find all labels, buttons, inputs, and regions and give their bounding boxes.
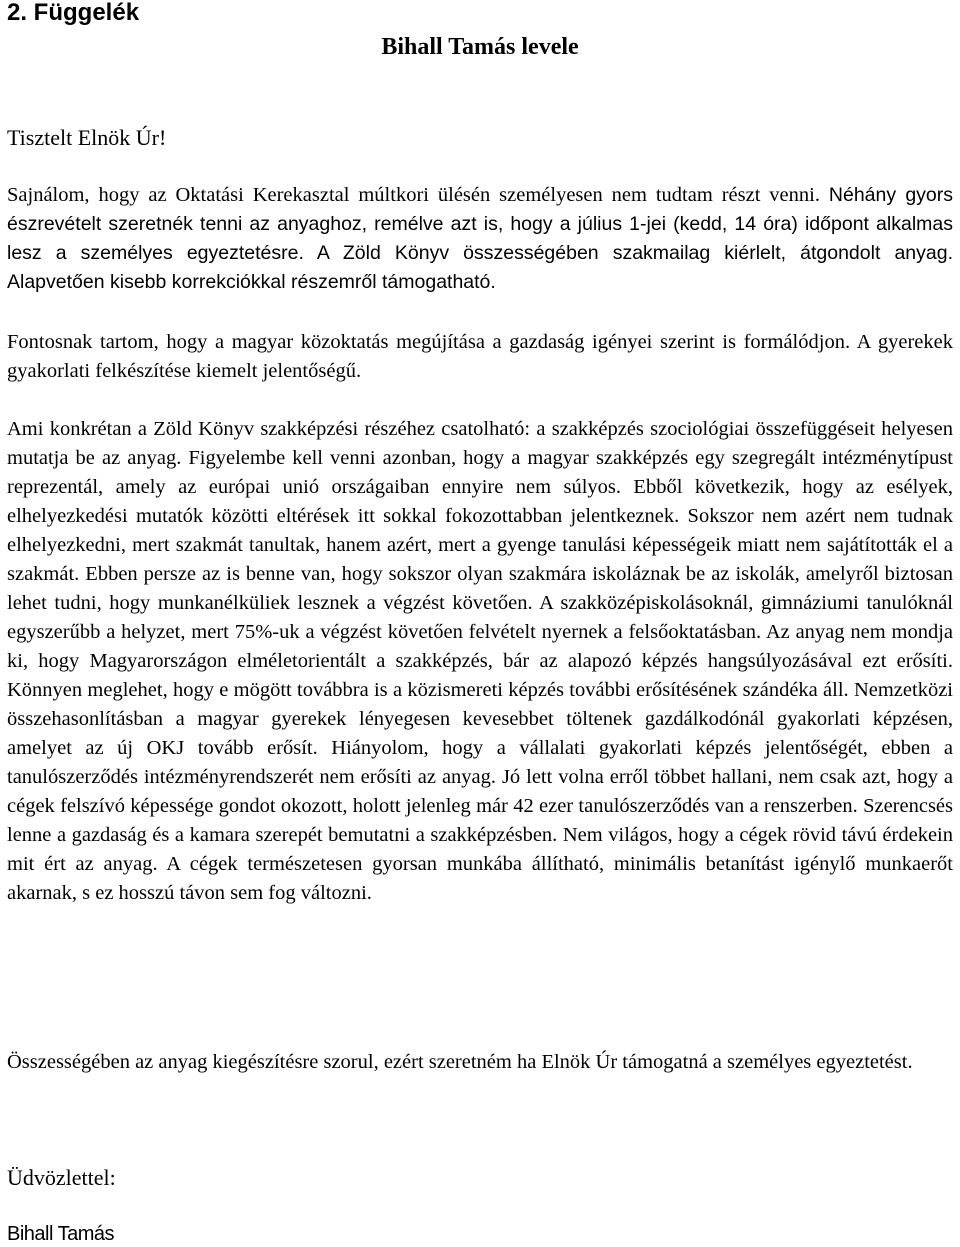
- paragraph-intro-serif: Sajnálom, hogy az Oktatási Kerekasztal múltkori ülésén személyesen nem tudtam részt venni.: [7, 184, 820, 206]
- paragraph-conclusion: Összességében az anyag kiegészítésre szorul, ezért szeretném ha Elnök Úr támogatná a személyes egyeztetést.: [7, 1051, 913, 1073]
- paragraph-economy: Fontosnak tartom, hogy a magyar közoktatás megújítása a gazdaság igényei szerint is formálódjon. A gyerekek gyakorlati felkészítése kiemelt jelentőségű.: [7, 331, 953, 382]
- paragraph-intro: [7, 181, 953, 297]
- section-heading: 2. Függelék: [7, 0, 140, 26]
- salutation: Tisztelt Elnök Úr!: [7, 125, 167, 150]
- paragraph-vocational-training: Ami konkrétan a Zöld Könyv szakképzési részéhez csatolható: a szakképzés szociológiai összefüggéseit helyesen mutatja be az anyag. Figyelembe kell venni azonban, hogy a magyar szakképzés egy szegregált intézménytípust reprezentál, amely az európai unió országaiban ennyire nem súlyos. Ebből következik, hogy az esélyek, elhelyezkedési mutatók közötti eltérések itt sokkal fokozottabban jelentkeznek. Sokszor nem azért nem tudnak elhelyezkedni, mert szakmát tanultak, hanem azért, mert a gyenge tanulási képességeik miatt nem sajátították el a szakmát. Ebben persze az is benne van, hogy sokszor olyan szakmára iskoláznak be az iskolák, amelyről biztosan lehet tudni, hogy munkanélküliek lesznek a végzést követően. A szakközépiskolásoknál, gimnáziumi tanulóknál egyszerűbb a helyzet, mert 75%-uk a végzést követően felvételt nyernek a felsőoktatásban. Az anyag nem mondja ki, hogy Magyarországon elméletorientált a szakképzés, bár az alapozó képzés hangsúlyozásával ezt erősíti. Könnyen meglehet, hogy e mögött továbbra is a közismereti képzés további erősítésének szándéka áll. Nemzetközi összehasonlításban a magyar gyerekek lényegesen kevesebbet töltenek gazdálkodónál gyakorlati képzésen, amelyet az új OKJ tovább erősít. Hiányolom, hogy a vállalati gyakorlati képzés jelentőségét, ebben a tanulószerződés intézményrendszerét nem erősíti az anyag. Jó lett volna erről többet hallani, nem csak azt, hogy a cégek felszívó képessége gondot okozott, holott jelenleg már 42 ezer tanulószerződés van a renszerben. Szerencsés lenne a gazdaság és a kamara szerepét bemutatni a szakképzésben. Nem világos, hogy a cégek rövid távú érdekein mit ért az anyag. A cégek természetesen gyorsan munkába állítható, minimális betanítást igénylő munkaerőt akarnak, s ez hosszú távon sem fog változni.: [7, 418, 953, 904]
- signature-name: Bihall Tamás: [7, 1223, 115, 1245]
- document-title: Bihall Tamás levele: [381, 34, 579, 60]
- closing-greeting: Üdvözlettel:: [7, 1165, 116, 1190]
- paragraph-intro-sans: Néhány gyors észrevételt szeretnék tenni az anyaghoz, remélve azt is, hogy a július 1-jei (kedd, 14 óra) időpont alkalmas lesz a személyes egyeztetésre. A Zöld Könyv összességében szakmailag kiérlelt, átgondolt anyag. Alapvetően kisebb korrekciókkal részemről támogatható.: [7, 184, 954, 293]
